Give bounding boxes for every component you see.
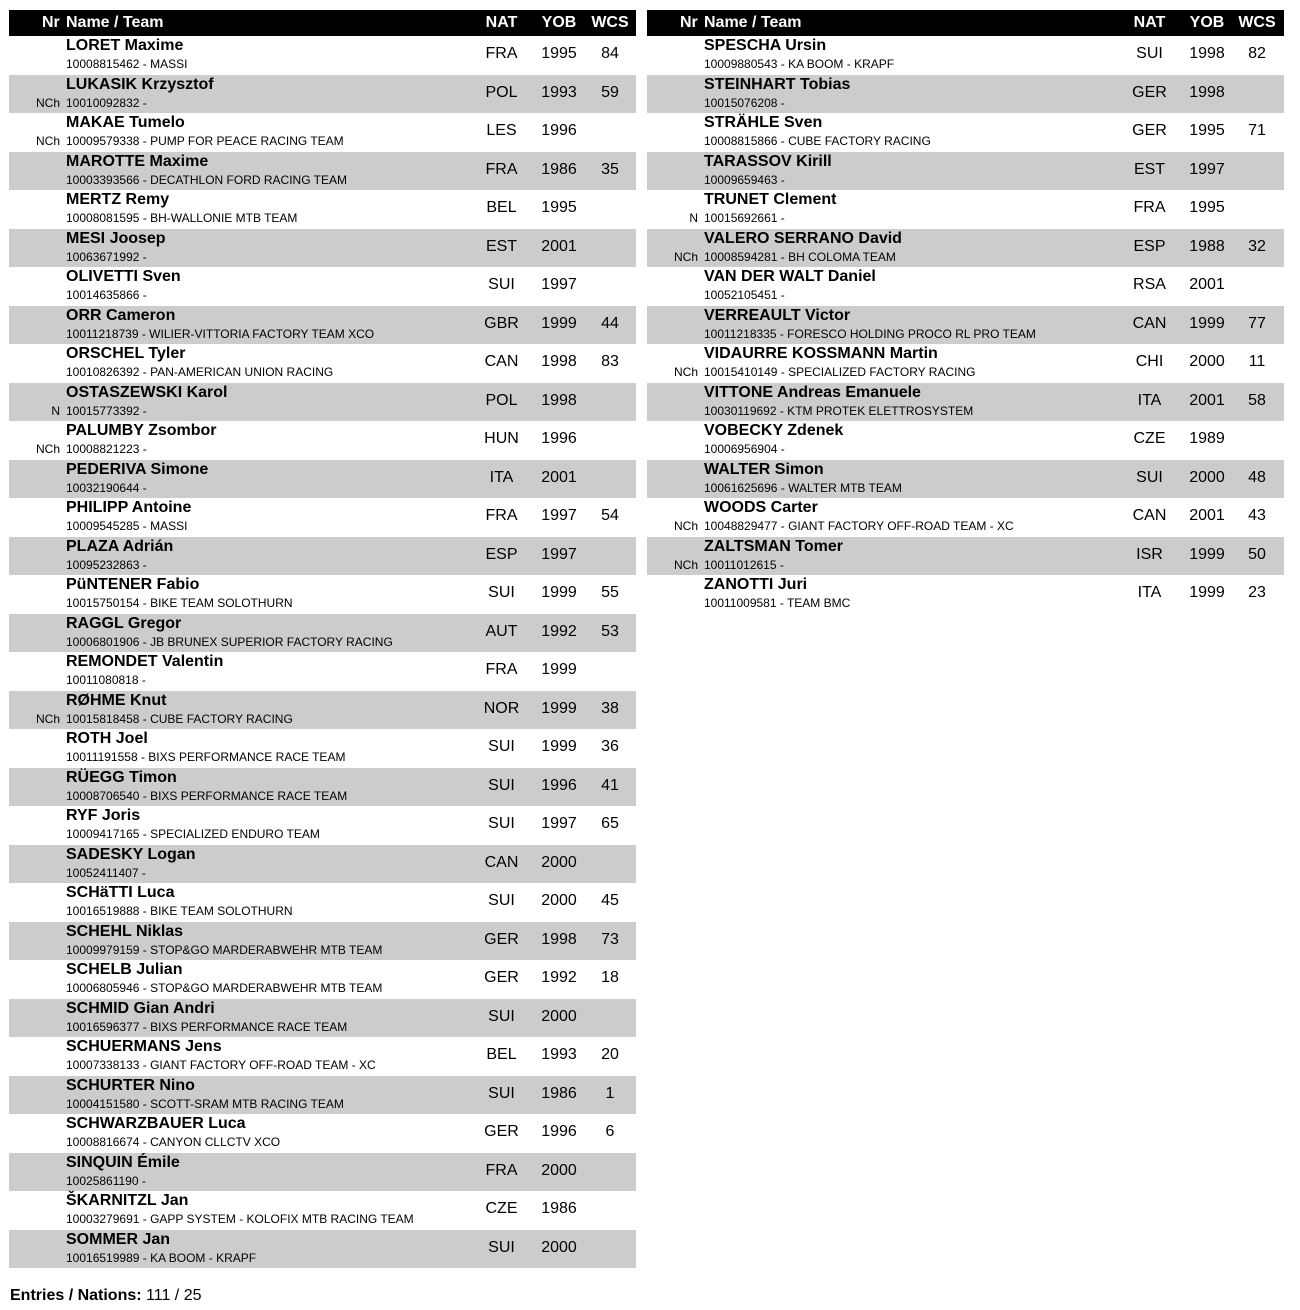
rider-wcs: 83	[601, 353, 619, 370]
rider-wcs: 65	[601, 815, 619, 832]
table-row	[647, 537, 1284, 576]
rider-yob: 1997	[541, 507, 577, 524]
header-wcs: WCS	[591, 14, 629, 31]
rider-uci-team: 10010092832 -	[66, 95, 147, 110]
rider-yob: 1997	[541, 815, 577, 832]
rider-name: PLAZA Adrián	[66, 537, 174, 555]
rider-wcs: 53	[601, 622, 619, 640]
rider-wcs: 23	[1248, 584, 1266, 601]
rider-uci-team: 10030119692 - KTM PROTEK ELETTROSYSTEM	[704, 403, 974, 418]
rider-uci-team: 10052411407 -	[66, 865, 146, 880]
rider-yob: 2000	[541, 1007, 577, 1025]
rider-uci-team: 10015818458 - CUBE FACTORY RACING	[66, 711, 293, 726]
rider-yob: 1989	[1189, 430, 1225, 447]
rider-yob: 1999	[1189, 545, 1225, 563]
table-row	[647, 152, 1284, 191]
rider-nat: GER	[1132, 122, 1167, 139]
rider-name: RØHME Knut	[66, 691, 167, 709]
table-row	[647, 421, 1284, 460]
rider-uci-team: 10015410149 - SPECIALIZED FACTORY RACING	[704, 365, 976, 379]
rider-name: RYF Joris	[66, 807, 141, 824]
rider-name: RÜEGG Timon	[66, 768, 177, 786]
rider-nat: FRA	[485, 661, 518, 678]
rider-nat: POL	[485, 391, 518, 409]
rider-name: SADESKY Logan	[66, 845, 196, 863]
rider-flag: NCh	[673, 365, 698, 379]
rider-wcs: 50	[1248, 545, 1266, 563]
rider-uci-team: 10008594281 - BH COLOMA TEAM	[704, 249, 896, 264]
rider-name: ZALTSMAN Tomer	[704, 537, 843, 555]
table-row	[9, 421, 636, 460]
rider-name: SCHMID Gian Andri	[66, 999, 215, 1017]
rider-nat: CAN	[484, 353, 519, 370]
rider-name: SCHUERMANS Jens	[66, 1038, 222, 1055]
rider-wcs: 82	[1248, 45, 1266, 62]
rider-nat: SUI	[488, 738, 515, 755]
table-row	[9, 960, 636, 999]
table-row	[9, 1114, 636, 1153]
table-row	[9, 344, 636, 383]
rider-nat: ITA	[1137, 584, 1162, 601]
rider-nat: SUI	[488, 276, 515, 293]
rider-name: VALERO SERRANO David	[704, 229, 902, 247]
rider-uci-team: 10004151580 - SCOTT-SRAM MTB RACING TEAM	[66, 1096, 344, 1111]
rider-nat: SUI	[488, 1084, 515, 1102]
rider-yob: 1998	[541, 391, 577, 409]
header-name-team: Name / Team	[704, 14, 802, 31]
rider-flag: N	[51, 403, 60, 418]
table-row	[9, 383, 636, 422]
rider-flag: NCh	[673, 557, 698, 572]
table-row	[9, 1076, 636, 1115]
rider-yob: 2001	[1189, 391, 1225, 409]
rider-uci-team: 10011080818 -	[66, 673, 146, 687]
rider-name: VERREAULT Victor	[704, 306, 851, 324]
rider-yob: 1999	[541, 738, 577, 755]
rider-uci-team: 10010826392 - PAN-AMERICAN UNION RACING	[66, 365, 334, 379]
rider-yob: 1998	[1189, 45, 1225, 62]
table-row	[9, 190, 636, 229]
rider-wcs: 43	[1248, 507, 1266, 524]
table-row	[647, 383, 1284, 422]
rider-wcs: 6	[605, 1123, 615, 1140]
rider-name: VIDAURRE KOSSMANN Martin	[704, 345, 938, 362]
rider-uci-team: 10009979159 - STOP&GO MARDERABWEHR MTB TEAM	[66, 942, 383, 957]
table-row	[9, 652, 636, 691]
rider-uci-team: 10008081595 - BH-WALLONIE MTB TEAM	[66, 211, 298, 225]
rider-nat: ESP	[485, 545, 518, 563]
rider-nat: GBR	[484, 314, 519, 332]
table-row	[9, 1153, 636, 1192]
rider-wcs: 1	[605, 1084, 615, 1102]
rider-name: SPESCHA Ursin	[704, 37, 827, 54]
rider-name: PEDERIVA Simone	[66, 460, 209, 478]
rider-nat: CZE	[1133, 430, 1166, 447]
rider-name: SCHäTTI Luca	[66, 884, 175, 901]
rider-name: STEINHART Tobias	[704, 75, 851, 93]
rider-yob: 1999	[1189, 314, 1225, 332]
table-row	[647, 460, 1284, 499]
rider-uci-team: 10025861190 -	[66, 1173, 146, 1188]
rider-yob: 1999	[541, 584, 577, 601]
rider-yob: 1996	[541, 1123, 577, 1140]
rider-name: MAKAE Tumelo	[66, 114, 185, 131]
rider-uci-team: 10061625696 - WALTER MTB TEAM	[704, 480, 902, 495]
rider-yob: 2000	[541, 853, 577, 871]
entries-table-left	[9, 10, 636, 1268]
rider-yob: 1996	[541, 122, 577, 139]
rider-yob: 1992	[541, 622, 577, 640]
rider-nat: BEL	[486, 1046, 517, 1063]
table-row	[647, 229, 1284, 268]
rider-name: VAN DER WALT Daniel	[704, 268, 876, 285]
rider-yob: 1993	[541, 1046, 577, 1063]
rider-yob: 1992	[541, 969, 577, 986]
rider-name: OLIVETTI Sven	[66, 268, 181, 285]
rider-yob: 1993	[541, 83, 577, 101]
rider-nat: RSA	[1133, 276, 1166, 293]
rider-flag: NCh	[673, 249, 698, 264]
rider-name: SCHWARZBAUER Luca	[66, 1115, 246, 1132]
rider-yob: 2000	[541, 1238, 577, 1256]
table-row	[9, 729, 636, 768]
rider-uci-team: 10009880543 - KA BOOM - KRAPF	[704, 57, 895, 71]
rider-uci-team: 10016519888 - BIKE TEAM SOLOTHURN	[66, 904, 293, 918]
table-row	[9, 806, 636, 845]
rider-uci-team: 10014635866 -	[66, 288, 147, 302]
table-row	[9, 36, 636, 75]
rider-nat: ITA	[1137, 391, 1162, 409]
table-row	[9, 614, 636, 653]
rider-nat: SUI	[1136, 45, 1163, 62]
rider-flag: NCh	[35, 134, 60, 148]
rider-name: WALTER Simon	[704, 460, 824, 478]
table-row	[647, 190, 1284, 229]
table-row	[9, 1191, 636, 1230]
rider-flag: NCh	[35, 711, 60, 726]
rider-nat: EST	[1133, 160, 1166, 178]
rider-name: PüNTENER Fabio	[66, 576, 200, 593]
rider-nat: LES	[486, 122, 517, 139]
table-row	[647, 498, 1284, 537]
rider-flag: NCh	[35, 442, 60, 456]
table-row	[647, 344, 1284, 383]
table-row	[9, 75, 636, 114]
rider-yob: 1999	[541, 699, 577, 717]
table-row	[647, 75, 1284, 114]
rider-nat: GER	[1132, 83, 1167, 101]
rider-nat: FRA	[485, 45, 518, 62]
rider-wcs: 38	[601, 699, 619, 717]
rider-name: SCHEHL Niklas	[66, 922, 184, 940]
table-row	[9, 498, 636, 537]
rider-nat: CAN	[484, 853, 519, 871]
rider-uci-team: 10015750154 - BIKE TEAM SOLOTHURN	[66, 596, 293, 610]
rider-yob: 1997	[541, 545, 577, 563]
header-nat: NAT	[485, 14, 518, 31]
rider-name: SCHURTER Nino	[66, 1076, 195, 1094]
entries-table-right	[647, 10, 1284, 614]
table-row	[9, 229, 636, 268]
rider-yob: 1995	[541, 199, 577, 216]
rider-nat: SUI	[488, 892, 515, 909]
rider-name: MESI Joosep	[66, 229, 166, 247]
rider-name: SCHELB Julian	[66, 961, 183, 978]
rider-name: RAGGL Gregor	[66, 614, 182, 632]
rider-uci-team: 10032190644 -	[66, 480, 147, 495]
rider-name: OSTASZEWSKI Karol	[66, 383, 228, 401]
table-row	[9, 267, 636, 306]
rider-nat: FRA	[1133, 199, 1166, 216]
rider-wcs: 58	[1248, 391, 1266, 409]
table-row	[647, 306, 1284, 345]
rider-yob: 1996	[541, 430, 577, 447]
rider-yob: 1995	[1189, 199, 1225, 216]
table-body-right	[647, 36, 1284, 614]
rider-nat: SUI	[488, 815, 515, 832]
rider-yob: 1988	[1189, 237, 1225, 255]
header-nr: Nr	[680, 14, 698, 31]
table-row	[9, 883, 636, 922]
rider-flag: NCh	[673, 519, 698, 533]
rider-yob: 1999	[541, 661, 577, 678]
rider-yob: 1986	[541, 160, 577, 178]
rider-yob: 1997	[1189, 160, 1225, 178]
rider-uci-team: 10007338133 - GIANT FACTORY OFF-ROAD TEAM - XC	[66, 1058, 376, 1072]
rider-name: WOODS Carter	[704, 499, 818, 516]
rider-uci-team: 10008815866 - CUBE FACTORY RACING	[704, 134, 931, 148]
table-row	[9, 1037, 636, 1076]
rider-name: ORSCHEL Tyler	[66, 345, 186, 362]
rider-wcs: 71	[1248, 122, 1266, 139]
rider-name: MAROTTE Maxime	[66, 152, 209, 170]
rider-name: PHILIPP Antoine	[66, 499, 192, 516]
rider-wcs: 35	[601, 160, 619, 178]
rider-nat: HUN	[484, 430, 519, 447]
rider-wcs: 55	[601, 584, 619, 601]
rider-nat: EST	[485, 237, 518, 255]
rider-name: VITTONE Andreas Emanuele	[704, 383, 921, 401]
table-row	[9, 113, 636, 152]
rider-name: VOBECKY Zdenek	[704, 422, 844, 439]
rider-nat: SUI	[488, 584, 515, 601]
rider-wcs: 11	[1248, 353, 1266, 370]
rider-name: MERTZ Remy	[66, 191, 170, 208]
rider-uci-team: 10009659463 -	[704, 172, 785, 187]
rider-yob: 1995	[541, 45, 577, 62]
rider-nat: CAN	[1132, 507, 1167, 524]
rider-yob: 2000	[1189, 353, 1225, 370]
rider-uci-team: 10008815462 - MASSI	[66, 57, 188, 71]
entries-label: Entries / Nations:	[10, 1287, 142, 1304]
table-body-left	[9, 36, 636, 1268]
rider-uci-team: 10008706540 - BIXS PERFORMANCE RACE TEAM	[66, 788, 348, 803]
rider-yob: 1999	[1189, 584, 1225, 601]
rider-wcs: 41	[601, 776, 619, 794]
rider-uci-team: 10015076208 -	[704, 95, 785, 110]
rider-flag: N	[689, 211, 698, 225]
rider-nat: POL	[485, 83, 518, 101]
entries-summary	[10, 1287, 201, 1305]
rider-uci-team: 10015773392 -	[66, 403, 147, 418]
rider-wcs: 48	[1248, 468, 1266, 486]
rider-nat: GER	[484, 930, 519, 948]
rider-uci-team: 10016596377 - BIXS PERFORMANCE RACE TEAM	[66, 1019, 348, 1034]
table-row	[9, 691, 636, 730]
rider-name: SOMMER Jan	[66, 1230, 171, 1248]
header-nr: Nr	[42, 14, 60, 31]
rider-wcs: 84	[601, 45, 619, 62]
rider-nat: FRA	[485, 1161, 518, 1179]
rider-uci-team: 10003279691 - GAPP SYSTEM - KOLOFIX MTB RACING TEAM	[66, 1212, 414, 1226]
rider-yob: 2000	[1189, 468, 1225, 486]
header-wcs: WCS	[1238, 14, 1276, 31]
rider-yob: 2001	[1189, 276, 1225, 293]
rider-wcs: 77	[1248, 314, 1266, 332]
rider-nat: ESP	[1133, 237, 1166, 255]
rider-name: ROTH Joel	[66, 730, 148, 747]
rider-nat: BEL	[486, 199, 517, 216]
header-name-team: Name / Team	[66, 14, 164, 31]
rider-wcs: 45	[601, 892, 619, 909]
rider-name: STRÄHLE Sven	[704, 114, 823, 131]
rider-yob: 2001	[541, 237, 577, 255]
rider-yob: 1997	[541, 276, 577, 293]
table-row	[647, 113, 1284, 152]
table-row	[9, 306, 636, 345]
rider-yob: 1998	[1189, 83, 1225, 101]
rider-name: LORET Maxime	[66, 37, 184, 54]
table-row	[9, 460, 636, 499]
rider-yob: 1998	[541, 930, 577, 948]
rider-name: LUKASIK Krzysztof	[66, 75, 214, 93]
rider-uci-team: 10048829477 - GIANT FACTORY OFF-ROAD TEAM - XC	[704, 519, 1014, 533]
rider-uci-team: 10008821223 -	[66, 442, 147, 456]
rider-name: ORR Cameron	[66, 306, 176, 324]
rider-nat: SUI	[488, 1238, 515, 1256]
rider-yob: 2000	[541, 1161, 577, 1179]
header-yob: YOB	[541, 14, 577, 31]
rider-uci-team: 10009579338 - PUMP FOR PEACE RACING TEAM	[66, 134, 344, 148]
rider-nat: ITA	[489, 468, 514, 486]
rider-nat: GER	[484, 969, 519, 986]
rider-yob: 1995	[1189, 122, 1225, 139]
rider-wcs: 36	[601, 738, 619, 755]
rider-uci-team: 10003393566 - DECATHLON FORD RACING TEAM	[66, 172, 347, 187]
header-nat: NAT	[1133, 14, 1166, 31]
rider-yob: 1986	[541, 1084, 577, 1102]
header-yob: YOB	[1189, 14, 1225, 31]
rider-uci-team: 10052105451 -	[704, 288, 785, 302]
rider-nat: FRA	[485, 507, 518, 524]
table-row	[647, 575, 1284, 614]
rider-nat: ISR	[1136, 545, 1163, 563]
rider-yob: 2001	[541, 468, 577, 486]
rider-uci-team: 10006956904 -	[704, 442, 785, 456]
table-row	[9, 575, 636, 614]
rider-nat: CAN	[1132, 314, 1167, 332]
rider-uci-team: 10008816674 - CANYON CLLCTV XCO	[66, 1135, 281, 1149]
rider-wcs: 73	[601, 930, 619, 948]
rider-name: ZANOTTI Juri	[704, 576, 808, 593]
rider-uci-team: 10015692661 -	[704, 211, 785, 225]
rider-yob: 1986	[541, 1200, 577, 1217]
table-header	[9, 10, 636, 36]
rider-uci-team: 10011218335 - FORESCO HOLDING PROCO RL PRO TEAM	[704, 326, 1036, 341]
table-row	[647, 267, 1284, 306]
table-row	[647, 36, 1284, 75]
rider-wcs: 54	[601, 507, 619, 524]
rider-name: ŠKARNITZL Jan	[66, 1192, 189, 1209]
rider-uci-team: 10011191558 - BIXS PERFORMANCE RACE TEAM	[66, 750, 346, 764]
rider-yob: 2000	[541, 892, 577, 909]
rider-uci-team: 10009545285 - MASSI	[66, 519, 188, 533]
rider-flag: NCh	[35, 95, 60, 110]
rider-nat: NOR	[483, 699, 520, 717]
rider-nat: CHI	[1135, 353, 1164, 370]
table-row	[9, 999, 636, 1038]
rider-nat: CZE	[485, 1200, 518, 1217]
rider-uci-team: 10011218739 - WILIER-VITTORIA FACTORY TEAM XCO	[66, 326, 375, 341]
rider-name: REMONDET Valentin	[66, 653, 224, 670]
rider-wcs: 18	[601, 969, 619, 986]
rider-uci-team: 10016519989 - KA BOOM - KRAPF	[66, 1250, 257, 1265]
table-header	[647, 10, 1284, 36]
rider-name: PALUMBY Zsombor	[66, 422, 217, 439]
table-row	[9, 768, 636, 807]
rider-yob: 2001	[1189, 507, 1225, 524]
rider-uci-team: 10011012615 -	[704, 557, 784, 572]
rider-wcs: 32	[1248, 237, 1266, 255]
rider-wcs: 59	[601, 83, 619, 101]
table-row	[9, 1230, 636, 1269]
rider-uci-team: 10095232863 -	[66, 557, 147, 572]
table-row	[9, 152, 636, 191]
rider-wcs: 20	[601, 1046, 619, 1063]
rider-uci-team: 10006801906 - JB BRUNEX SUPERIOR FACTORY RACING	[66, 634, 393, 649]
rider-nat: FRA	[485, 160, 518, 178]
rider-yob: 1998	[541, 353, 577, 370]
table-row	[9, 845, 636, 884]
rider-wcs: 44	[601, 314, 619, 332]
rider-name: SINQUIN Émile	[66, 1153, 180, 1171]
rider-nat: AUT	[485, 622, 518, 640]
rider-yob: 1996	[541, 776, 577, 794]
table-row	[9, 922, 636, 961]
rider-uci-team: 10063671992 -	[66, 249, 147, 264]
rider-uci-team: 10011009581 - TEAM BMC	[704, 596, 851, 610]
rider-nat: GER	[484, 1123, 519, 1140]
rider-nat: SUI	[488, 776, 515, 794]
rider-uci-team: 10006805946 - STOP&GO MARDERABWEHR MTB TEAM	[66, 981, 383, 995]
rider-nat: SUI	[1136, 468, 1163, 486]
rider-yob: 1999	[541, 314, 577, 332]
rider-name: TRUNET Clement	[704, 191, 837, 208]
entries-value: 111 / 25	[146, 1287, 202, 1304]
table-row	[9, 537, 636, 576]
rider-nat: SUI	[488, 1007, 515, 1025]
rider-uci-team: 10009417165 - SPECIALIZED ENDURO TEAM	[66, 827, 320, 841]
rider-name: TARASSOV Kirill	[704, 152, 832, 170]
